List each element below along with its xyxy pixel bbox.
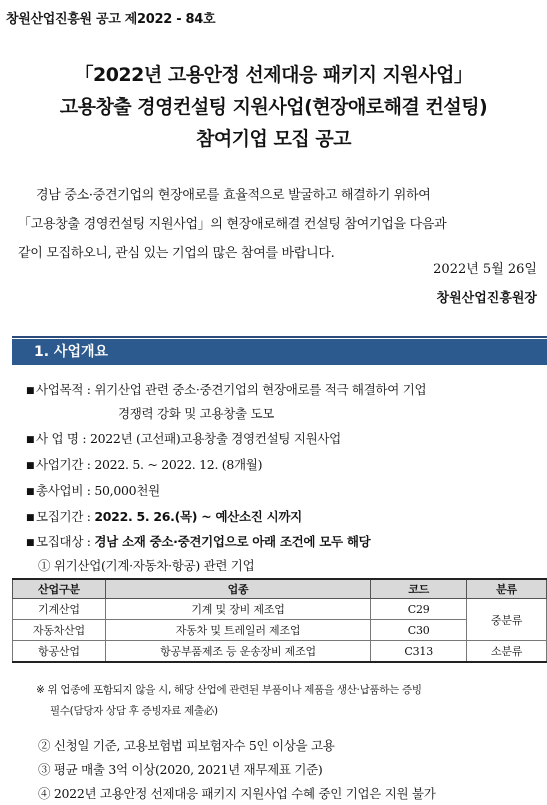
section-1-header: 1. 사업개요: [12, 339, 547, 365]
purpose-label: 사업목적 :: [36, 382, 91, 397]
column-header: 산업구분: [13, 579, 106, 599]
square-bullet-icon: ■: [26, 513, 35, 523]
square-bullet-icon: ■: [26, 538, 35, 548]
industry-note: [36, 680, 546, 722]
project-period-label: 사업기간 :: [36, 457, 91, 472]
budget-label: 총사업비 :: [36, 483, 91, 498]
industry-table: [12, 578, 547, 663]
project-name-item: [26, 429, 341, 447]
purpose-item: [26, 380, 426, 398]
square-bullet-icon: ■: [26, 435, 35, 445]
project-name-value: 2022년 (고선패)고용창출 경영컨설팅 지원사업: [89, 431, 341, 446]
note-line: ※ 위 업종에 포함되지 않을 시, 해당 산업에 관련된 부품이나 제품을 생산·납품하는 증빙: [36, 684, 422, 696]
announcement-date: 2022년 5월 26일: [433, 262, 537, 277]
table-cell: C30: [371, 620, 467, 641]
budget-value: 50,000천원: [94, 483, 160, 498]
title-line-1: 「2022년 고용안정 선제대응 패키지 지원사업」: [74, 64, 473, 86]
recruit-period-label: 모집기간 :: [36, 509, 91, 524]
purpose-value-2: 경쟁력 강화 및 고용창출 도모: [118, 406, 274, 421]
intro-paragraph: [18, 181, 538, 268]
budget-item: [26, 481, 160, 499]
table-cell: 항공산업: [13, 641, 106, 663]
table-cell: C313: [371, 641, 467, 663]
condition-4: ④ 2022년 고용안정 선제대응 패키지 지원사업 수혜 중인 기업은 지원 불가: [38, 786, 436, 801]
table-cell: 기계산업: [13, 599, 106, 620]
title-line-3: 참여기업 모집 공고: [195, 128, 352, 150]
table-cell: 소분류: [467, 641, 547, 663]
condition-3: ③ 평균 매출 3억 이상(2020, 2021년 재무제표 기준): [38, 762, 323, 777]
note-line: 필수(담당자 상담 후 증빙자료 제출必): [50, 705, 218, 717]
table-header-row: [13, 579, 547, 599]
column-header: 코드: [371, 579, 467, 599]
target-value: 경남 소재 중소·중견기업으로 아래 조건에 모두 해당: [94, 534, 371, 549]
column-header: 분류: [467, 579, 547, 599]
recruit-period-value: 2022. 5. 26.(목) ~ 예산소진 시까지: [94, 509, 302, 524]
column-header: 업종: [105, 579, 370, 599]
intro-line: 경남 중소·중견기업의 현장애로를 효율적으로 발굴하고 해결하기 위하여: [36, 188, 431, 203]
table-row: [13, 599, 547, 620]
table-row: [13, 641, 547, 663]
project-period-value: 2022. 5. ~ 2022. 12. (8개월): [94, 457, 263, 472]
table-cell: 항공부품제조 등 운송장비 제조업: [105, 641, 370, 663]
square-bullet-icon: ■: [26, 487, 35, 497]
square-bullet-icon: ■: [26, 386, 35, 396]
table-cell: 기계 및 장비 제조업: [105, 599, 370, 620]
table-cell: 자동차산업: [13, 620, 106, 641]
table-row: [13, 620, 547, 641]
condition-1: ① 위기산업(기계·자동차·항공) 관련 기업: [38, 558, 255, 573]
table-cell: 중분류: [467, 599, 547, 641]
intro-line: 「고용창출 경영컨설팅 지원사업」의 현장애로해결 컨설팅 참여기업을 다음과: [18, 217, 447, 232]
purpose-value-1: 위기산업 관련 중소·중견기업의 현장애로를 적극 해결하여 기업: [94, 382, 427, 397]
recruit-period-item: [26, 507, 302, 525]
square-bullet-icon: ■: [26, 461, 35, 471]
project-name-label: 사 업 명 :: [36, 431, 87, 446]
project-period-item: [26, 455, 262, 473]
issuer-name: 창원산업진흥원장: [436, 291, 537, 306]
table-cell: C29: [371, 599, 467, 620]
intro-line: 같이 모집하오니, 관심 있는 기업의 많은 참여를 바랍니다.: [18, 246, 335, 261]
section-divider: [12, 336, 547, 338]
table-cell: 자동차 및 트레일러 제조업: [105, 620, 370, 641]
notice-number: 창원산업진흥원 공고 제2022 - 84호: [6, 12, 216, 27]
target-item: [26, 532, 370, 550]
target-label: 모집대상 :: [36, 534, 91, 549]
condition-2: ② 신청일 기준, 고용보험법 피보험자수 5인 이상을 고용: [38, 738, 335, 753]
title-line-2: 고용창출 경영컨설팅 지원사업(현장애로해결 컨설팅): [59, 96, 488, 118]
